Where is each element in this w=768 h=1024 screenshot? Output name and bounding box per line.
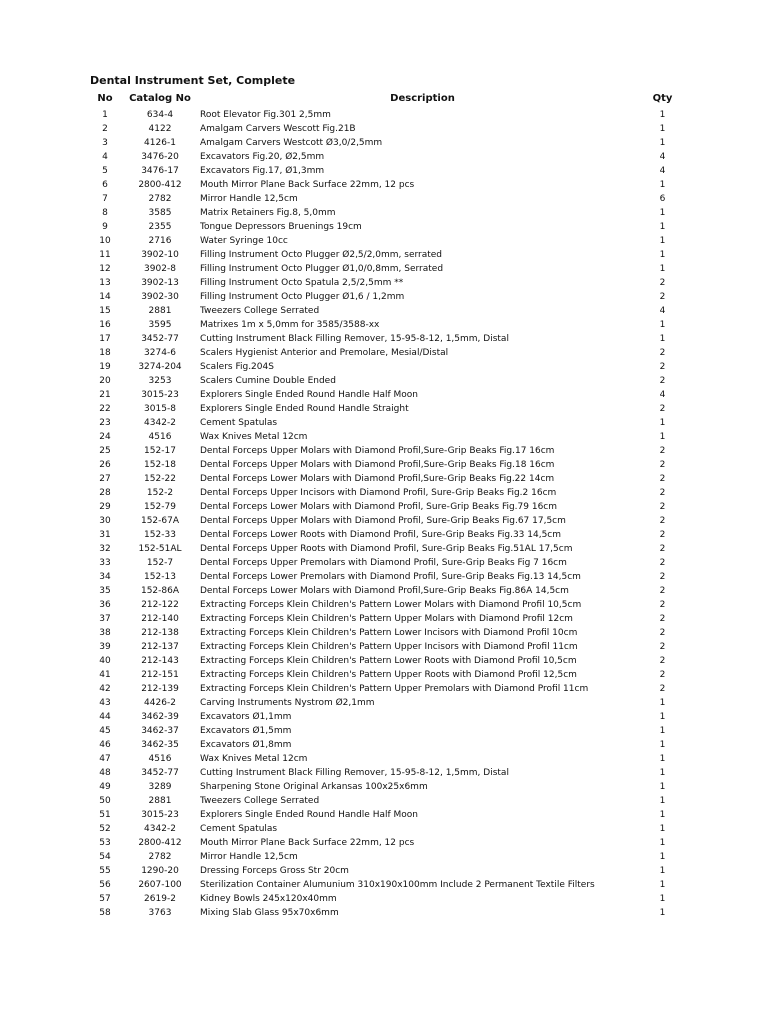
row-number: 26 xyxy=(99,460,111,470)
header-catalog-no: Catalog No xyxy=(129,93,191,104)
item-description: Amalgam Carvers Westcott Ø3,0/2,5mm xyxy=(200,138,383,148)
row-number: 51 xyxy=(99,810,111,820)
item-description: Extracting Forceps Klein Children's Pattern Lower Molars with Diamond Profil 10,5cm xyxy=(200,600,582,610)
catalog-number: 3902-30 xyxy=(141,292,179,302)
table-row xyxy=(90,107,680,122)
item-description: Extracting Forceps Klein Children's Pattern Upper Incisors with Diamond Profil 11cm xyxy=(200,642,578,652)
row-number: 15 xyxy=(99,306,111,316)
table-row xyxy=(90,528,680,542)
row-number: 50 xyxy=(99,796,111,806)
table-row xyxy=(90,388,680,402)
item-quantity: 2 xyxy=(659,278,666,288)
item-quantity: 2 xyxy=(659,684,666,694)
item-description: Dental Forceps Lower Molars with Diamond Profil,Sure-Grip Beaks Fig.22 14cm xyxy=(200,474,555,484)
row-number: 3 xyxy=(102,138,108,148)
item-quantity: 2 xyxy=(659,544,666,554)
table-row xyxy=(90,346,680,360)
catalog-number: 212-122 xyxy=(141,600,179,610)
table-row xyxy=(90,556,680,570)
item-description: Water Syringe 10cc xyxy=(200,236,288,246)
item-quantity: 2 xyxy=(659,292,666,302)
item-quantity: 2 xyxy=(659,460,666,470)
table-row xyxy=(90,668,680,682)
catalog-number: 4122 xyxy=(148,124,172,134)
table-row xyxy=(90,430,680,444)
row-number: 53 xyxy=(99,838,111,848)
table-row xyxy=(90,682,680,696)
row-number: 11 xyxy=(99,250,111,260)
row-number: 20 xyxy=(99,376,111,386)
item-quantity: 4 xyxy=(659,306,666,316)
catalog-number: 152-67A xyxy=(140,516,180,526)
item-description: Dental Forceps Lower Premolars with Diamond Profil, Sure-Grip Beaks Fig.13 14,5cm xyxy=(200,572,581,582)
item-description: Filling Instrument Octo Plugger Ø1,6 / 1,2mm xyxy=(200,292,405,302)
table-row xyxy=(90,276,680,290)
item-description: Explorers Single Ended Round Handle Half Moon xyxy=(200,810,418,820)
row-number: 19 xyxy=(99,362,111,372)
item-description: Dressing Forceps Gross Str 20cm xyxy=(200,866,349,876)
catalog-number: 212-139 xyxy=(141,684,179,694)
table-row xyxy=(90,878,680,892)
catalog-number: 3763 xyxy=(148,908,172,918)
catalog-number: 3476-17 xyxy=(141,166,179,176)
item-description: Scalers Hygienist Anterior and Premolare, Mesial/Distal xyxy=(200,348,449,358)
item-description: Dental Forceps Lower Molars with Diamond Profil,Sure-Grip Beaks Fig.86A 14,5cm xyxy=(200,586,569,596)
item-description: Cement Spatulas xyxy=(200,824,278,834)
item-quantity: 2 xyxy=(659,642,666,652)
catalog-number: 152-18 xyxy=(144,460,176,470)
item-quantity: 1 xyxy=(659,110,666,120)
item-description: Mirror Handle 12,5cm xyxy=(200,852,298,862)
item-description: Root Elevator Fig.301 2,5mm xyxy=(200,110,331,120)
table-row xyxy=(90,892,680,906)
table-body xyxy=(90,107,680,920)
row-number: 23 xyxy=(99,418,111,428)
row-number: 16 xyxy=(99,320,111,330)
catalog-number: 152-79 xyxy=(144,502,176,512)
item-description: Extracting Forceps Klein Children's Pattern Lower Incisors with Diamond Profil 10cm xyxy=(200,628,578,638)
row-number: 6 xyxy=(102,180,108,190)
table-row xyxy=(90,626,680,640)
table-row xyxy=(90,724,680,738)
row-number: 56 xyxy=(99,880,111,890)
catalog-number: 3015-23 xyxy=(141,390,179,400)
catalog-number: 4342-2 xyxy=(144,824,176,834)
item-quantity: 2 xyxy=(659,586,666,596)
row-number: 4 xyxy=(102,152,108,162)
catalog-number: 212-140 xyxy=(141,614,179,624)
item-quantity: 1 xyxy=(659,866,666,876)
row-number: 8 xyxy=(102,208,108,218)
table-row xyxy=(90,248,680,262)
table-row xyxy=(90,192,680,206)
table-row xyxy=(90,374,680,388)
table-row xyxy=(90,780,680,794)
instrument-table xyxy=(90,90,680,920)
catalog-number: 152-51AL xyxy=(138,544,182,554)
catalog-number: 3585 xyxy=(148,208,172,218)
item-quantity: 1 xyxy=(659,250,666,260)
catalog-number: 3595 xyxy=(148,320,172,330)
row-number: 30 xyxy=(99,516,111,526)
row-number: 9 xyxy=(102,222,108,232)
table-row xyxy=(90,290,680,304)
row-number: 40 xyxy=(99,656,111,666)
table-row xyxy=(90,864,680,878)
instrument-list-sheet xyxy=(90,73,680,920)
item-quantity: 1 xyxy=(659,838,666,848)
catalog-number: 3452-77 xyxy=(141,768,179,778)
item-description: Excavators Ø1,8mm xyxy=(200,740,292,750)
catalog-number: 4516 xyxy=(148,754,172,764)
row-number: 52 xyxy=(99,824,111,834)
item-description: Cement Spatulas xyxy=(200,418,278,428)
header-description: Description xyxy=(390,93,455,104)
table-row xyxy=(90,514,680,528)
catalog-number: 3274-6 xyxy=(144,348,176,358)
item-quantity: 1 xyxy=(659,334,666,344)
row-number: 2 xyxy=(102,124,108,134)
item-quantity: 1 xyxy=(659,810,666,820)
item-description: Extracting Forceps Klein Children's Pattern Upper Premolars with Diamond Profil 11cm xyxy=(200,684,589,694)
catalog-number: 3015-23 xyxy=(141,810,179,820)
table-row xyxy=(90,752,680,766)
catalog-number: 2881 xyxy=(148,796,172,806)
table-row xyxy=(90,304,680,318)
catalog-number: 1290-20 xyxy=(141,866,179,876)
table-row xyxy=(90,234,680,248)
item-quantity: 2 xyxy=(659,446,666,456)
item-quantity: 6 xyxy=(659,194,666,204)
item-quantity: 1 xyxy=(659,894,666,904)
row-number: 46 xyxy=(99,740,111,750)
item-description: Dental Forceps Upper Premolars with Diamond Profil, Sure-Grip Beaks Fig 7 16cm xyxy=(200,558,567,568)
item-quantity: 1 xyxy=(659,236,666,246)
row-number: 31 xyxy=(99,530,111,540)
item-quantity: 1 xyxy=(659,796,666,806)
catalog-number: 152-22 xyxy=(144,474,176,484)
table-row xyxy=(90,710,680,724)
table-row xyxy=(90,318,680,332)
row-number: 29 xyxy=(99,502,111,512)
catalog-number: 2800-412 xyxy=(138,838,182,848)
item-description: Extracting Forceps Klein Children's Pattern Upper Molars with Diamond Profil 12cm xyxy=(200,614,573,624)
row-number: 44 xyxy=(99,712,111,722)
row-number: 10 xyxy=(99,236,111,246)
item-description: Tweezers College Serrated xyxy=(200,796,320,806)
item-description: Mouth Mirror Plane Back Surface 22mm, 12 pcs xyxy=(200,838,415,848)
catalog-number: 2355 xyxy=(148,222,172,232)
item-quantity: 2 xyxy=(659,656,666,666)
row-number: 12 xyxy=(99,264,111,274)
table-row xyxy=(90,458,680,472)
item-description: Filling Instrument Octo Plugger Ø2,5/2,0mm, serrated xyxy=(200,250,443,260)
catalog-number: 3289 xyxy=(148,782,172,792)
item-description: Dental Forceps Lower Molars with Diamond Profil, Sure-Grip Beaks Fig.79 16cm xyxy=(200,502,558,512)
table-row xyxy=(90,332,680,346)
row-number: 17 xyxy=(99,334,111,344)
item-quantity: 1 xyxy=(659,768,666,778)
catalog-number: 4426-2 xyxy=(144,698,176,708)
row-number: 18 xyxy=(99,348,111,358)
catalog-number: 152-2 xyxy=(146,488,174,498)
table-row xyxy=(90,570,680,584)
catalog-number: 4516 xyxy=(148,432,172,442)
table-row xyxy=(90,500,680,514)
item-description: Scalers Cumine Double Ended xyxy=(200,376,336,386)
row-number: 45 xyxy=(99,726,111,736)
item-description: Excavators Ø1,5mm xyxy=(200,726,292,736)
item-description: Filling Instrument Octo Spatula 2,5/2,5mm ** xyxy=(200,278,404,288)
item-quantity: 1 xyxy=(659,754,666,764)
document-title: Dental Instrument Set, Complete xyxy=(90,74,296,87)
item-quantity: 2 xyxy=(659,348,666,358)
catalog-number: 3902-8 xyxy=(144,264,176,274)
row-number: 22 xyxy=(99,404,111,414)
table-row xyxy=(90,640,680,654)
item-description: Sharpening Stone Original Arkansas 100x25x6mm xyxy=(200,782,428,792)
item-description: Matrixes 1m x 5,0mm for 3585/3588-xx xyxy=(200,320,380,330)
item-description: Tongue Depressors Bruenings 19cm xyxy=(200,222,362,232)
item-description: Mirror Handle 12,5cm xyxy=(200,194,298,204)
catalog-number: 152-33 xyxy=(144,530,176,540)
catalog-number: 4342-2 xyxy=(144,418,176,428)
table-row xyxy=(90,654,680,668)
header-no: No xyxy=(97,93,113,104)
catalog-number: 3253 xyxy=(148,376,172,386)
item-quantity: 1 xyxy=(659,726,666,736)
item-description: Amalgam Carvers Wescott Fig.21B xyxy=(200,124,356,134)
item-quantity: 1 xyxy=(659,740,666,750)
item-quantity: 2 xyxy=(659,502,666,512)
item-description: Dental Forceps Upper Incisors with Diamond Profil, Sure-Grip Beaks Fig.2 16cm xyxy=(200,488,557,498)
item-quantity: 2 xyxy=(659,628,666,638)
row-number: 27 xyxy=(99,474,111,484)
table-row xyxy=(90,836,680,850)
item-description: Matrix Retainers Fig.8, 5,0mm xyxy=(200,208,336,218)
catalog-number: 152-86A xyxy=(140,586,180,596)
item-description: Extracting Forceps Klein Children's Pattern Lower Roots with Diamond Profil 10,5cm xyxy=(200,656,577,666)
item-quantity: 1 xyxy=(659,908,666,918)
item-quantity: 1 xyxy=(659,698,666,708)
item-quantity: 2 xyxy=(659,404,666,414)
item-quantity: 1 xyxy=(659,418,666,428)
item-quantity: 1 xyxy=(659,712,666,722)
row-number: 5 xyxy=(102,166,108,176)
item-quantity: 1 xyxy=(659,880,666,890)
catalog-number: 212-151 xyxy=(141,670,179,680)
item-description: Dental Forceps Upper Roots with Diamond Profil, Sure-Grip Beaks Fig.51AL 17,5cm xyxy=(200,544,573,554)
item-description: Explorers Single Ended Round Handle Half Moon xyxy=(200,390,418,400)
row-number: 49 xyxy=(99,782,111,792)
table-row xyxy=(90,598,680,612)
item-quantity: 4 xyxy=(659,152,666,162)
table-row xyxy=(90,542,680,556)
item-quantity: 1 xyxy=(659,264,666,274)
row-number: 24 xyxy=(99,432,111,442)
catalog-number: 2619-2 xyxy=(144,894,176,904)
table-header-row xyxy=(90,90,680,107)
item-quantity: 2 xyxy=(659,614,666,624)
catalog-number: 2800-412 xyxy=(138,180,182,190)
table-row xyxy=(90,794,680,808)
table-row xyxy=(90,136,680,150)
table-row xyxy=(90,206,680,220)
row-number: 33 xyxy=(99,558,111,568)
catalog-number: 2716 xyxy=(148,236,172,246)
item-description: Cutting Instrument Black Filling Remover, 15-95-8-12, 1,5mm, Distal xyxy=(200,334,509,344)
catalog-number: 3462-37 xyxy=(141,726,179,736)
catalog-number: 3015-8 xyxy=(144,404,176,414)
catalog-number: 3476-20 xyxy=(141,152,179,162)
row-number: 58 xyxy=(99,908,111,918)
table-row xyxy=(90,906,680,920)
table-row xyxy=(90,220,680,234)
item-description: Excavators Fig.17, Ø1,3mm xyxy=(200,166,325,176)
item-description: Sterilization Container Alumunium 310x190x100mm Include 2 Permanent Textile Filters xyxy=(200,880,595,890)
row-number: 13 xyxy=(99,278,111,288)
item-quantity: 1 xyxy=(659,222,666,232)
item-quantity: 2 xyxy=(659,600,666,610)
row-number: 43 xyxy=(99,698,111,708)
catalog-number: 3902-13 xyxy=(141,278,179,288)
row-number: 55 xyxy=(99,866,111,876)
item-description: Mouth Mirror Plane Back Surface 22mm, 12 pcs xyxy=(200,180,415,190)
item-quantity: 2 xyxy=(659,530,666,540)
table-row xyxy=(90,696,680,710)
row-number: 39 xyxy=(99,642,111,652)
table-row xyxy=(90,360,680,374)
row-number: 48 xyxy=(99,768,111,778)
table-row xyxy=(90,472,680,486)
catalog-number: 2782 xyxy=(148,194,172,204)
row-number: 21 xyxy=(99,390,111,400)
row-number: 14 xyxy=(99,292,111,302)
table-row xyxy=(90,738,680,752)
item-quantity: 2 xyxy=(659,376,666,386)
item-description: Wax Knives Metal 12cm xyxy=(200,754,308,764)
item-description: Carving Instruments Nystrom Ø2,1mm xyxy=(200,698,375,708)
item-quantity: 4 xyxy=(659,390,666,400)
catalog-number: 2782 xyxy=(148,852,172,862)
catalog-number: 152-17 xyxy=(144,446,176,456)
table-row xyxy=(90,416,680,430)
item-quantity: 1 xyxy=(659,782,666,792)
item-description: Extracting Forceps Klein Children's Pattern Upper Roots with Diamond Profil 12,5cm xyxy=(200,670,577,680)
catalog-number: 212-143 xyxy=(141,656,179,666)
item-description: Excavators Fig.20, Ø2,5mm xyxy=(200,152,325,162)
row-number: 38 xyxy=(99,628,111,638)
row-number: 37 xyxy=(99,614,111,624)
item-quantity: 1 xyxy=(659,824,666,834)
table-row xyxy=(90,808,680,822)
item-description: Excavators Ø1,1mm xyxy=(200,712,292,722)
item-quantity: 2 xyxy=(659,516,666,526)
item-quantity: 1 xyxy=(659,320,666,330)
item-description: Dental Forceps Upper Molars with Diamond Profil, Sure-Grip Beaks Fig.67 17,5cm xyxy=(200,516,566,526)
item-description: Kidney Bowls 245x120x40mm xyxy=(200,894,337,904)
table-row xyxy=(90,766,680,780)
item-quantity: 1 xyxy=(659,208,666,218)
item-description: Scalers Fig.204S xyxy=(200,362,274,372)
item-quantity: 1 xyxy=(659,432,666,442)
item-quantity: 2 xyxy=(659,362,666,372)
table-row xyxy=(90,402,680,416)
catalog-number: 3452-77 xyxy=(141,334,179,344)
item-description: Dental Forceps Lower Roots with Diamond Profil, Sure-Grip Beaks Fig.33 14,5cm xyxy=(200,530,562,540)
catalog-number: 3462-39 xyxy=(141,712,179,722)
item-quantity: 2 xyxy=(659,474,666,484)
row-number: 54 xyxy=(99,852,111,862)
item-description: Explorers Single Ended Round Handle Straight xyxy=(200,404,409,414)
row-number: 47 xyxy=(99,754,111,764)
catalog-number: 4126-1 xyxy=(144,138,176,148)
item-description: Tweezers College Serrated xyxy=(200,306,320,316)
item-description: Dental Forceps Upper Molars with Diamond Profil,Sure-Grip Beaks Fig.18 16cm xyxy=(200,460,555,470)
catalog-number: 212-138 xyxy=(141,628,179,638)
table-row xyxy=(90,486,680,500)
item-quantity: 1 xyxy=(659,852,666,862)
table-row xyxy=(90,444,680,458)
row-number: 1 xyxy=(102,110,108,120)
table-row xyxy=(90,584,680,598)
row-number: 32 xyxy=(99,544,111,554)
row-number: 7 xyxy=(102,194,108,204)
catalog-number: 3462-35 xyxy=(141,740,179,750)
catalog-number: 152-13 xyxy=(144,572,176,582)
item-description: Cutting Instrument Black Filling Remover, 15-95-8-12, 1,5mm, Distal xyxy=(200,768,509,778)
table-row xyxy=(90,612,680,626)
row-number: 36 xyxy=(99,600,111,610)
row-number: 57 xyxy=(99,894,111,904)
header-qty: Qty xyxy=(652,93,673,104)
row-number: 41 xyxy=(99,670,111,680)
item-quantity: 2 xyxy=(659,488,666,498)
table-row xyxy=(90,122,680,136)
item-quantity: 2 xyxy=(659,572,666,582)
item-description: Dental Forceps Upper Molars with Diamond Profil,Sure-Grip Beaks Fig.17 16cm xyxy=(200,446,555,456)
catalog-number: 3902-10 xyxy=(141,250,179,260)
item-description: Filling Instrument Octo Plugger Ø1,0/0,8mm, Serrated xyxy=(200,264,444,274)
table-row xyxy=(90,822,680,836)
table-row xyxy=(90,262,680,276)
row-number: 28 xyxy=(99,488,111,498)
catalog-number: 3274-204 xyxy=(138,362,182,372)
row-number: 42 xyxy=(99,684,111,694)
catalog-number: 634-4 xyxy=(146,110,174,120)
row-number: 34 xyxy=(99,572,111,582)
row-number: 35 xyxy=(99,586,111,596)
item-quantity: 2 xyxy=(659,670,666,680)
item-quantity: 4 xyxy=(659,166,666,176)
item-description: Mixing Slab Glass 95x70x6mm xyxy=(200,908,339,918)
table-row xyxy=(90,850,680,864)
catalog-number: 2881 xyxy=(148,306,172,316)
table-row xyxy=(90,164,680,178)
catalog-number: 152-7 xyxy=(146,558,174,568)
table-row xyxy=(90,178,680,192)
item-quantity: 1 xyxy=(659,180,666,190)
table-row xyxy=(90,150,680,164)
row-number: 25 xyxy=(99,446,111,456)
item-quantity: 1 xyxy=(659,138,666,148)
item-quantity: 1 xyxy=(659,124,666,134)
item-description: Wax Knives Metal 12cm xyxy=(200,432,308,442)
catalog-number: 212-137 xyxy=(141,642,179,652)
catalog-number: 2607-100 xyxy=(138,880,182,890)
item-quantity: 2 xyxy=(659,558,666,568)
